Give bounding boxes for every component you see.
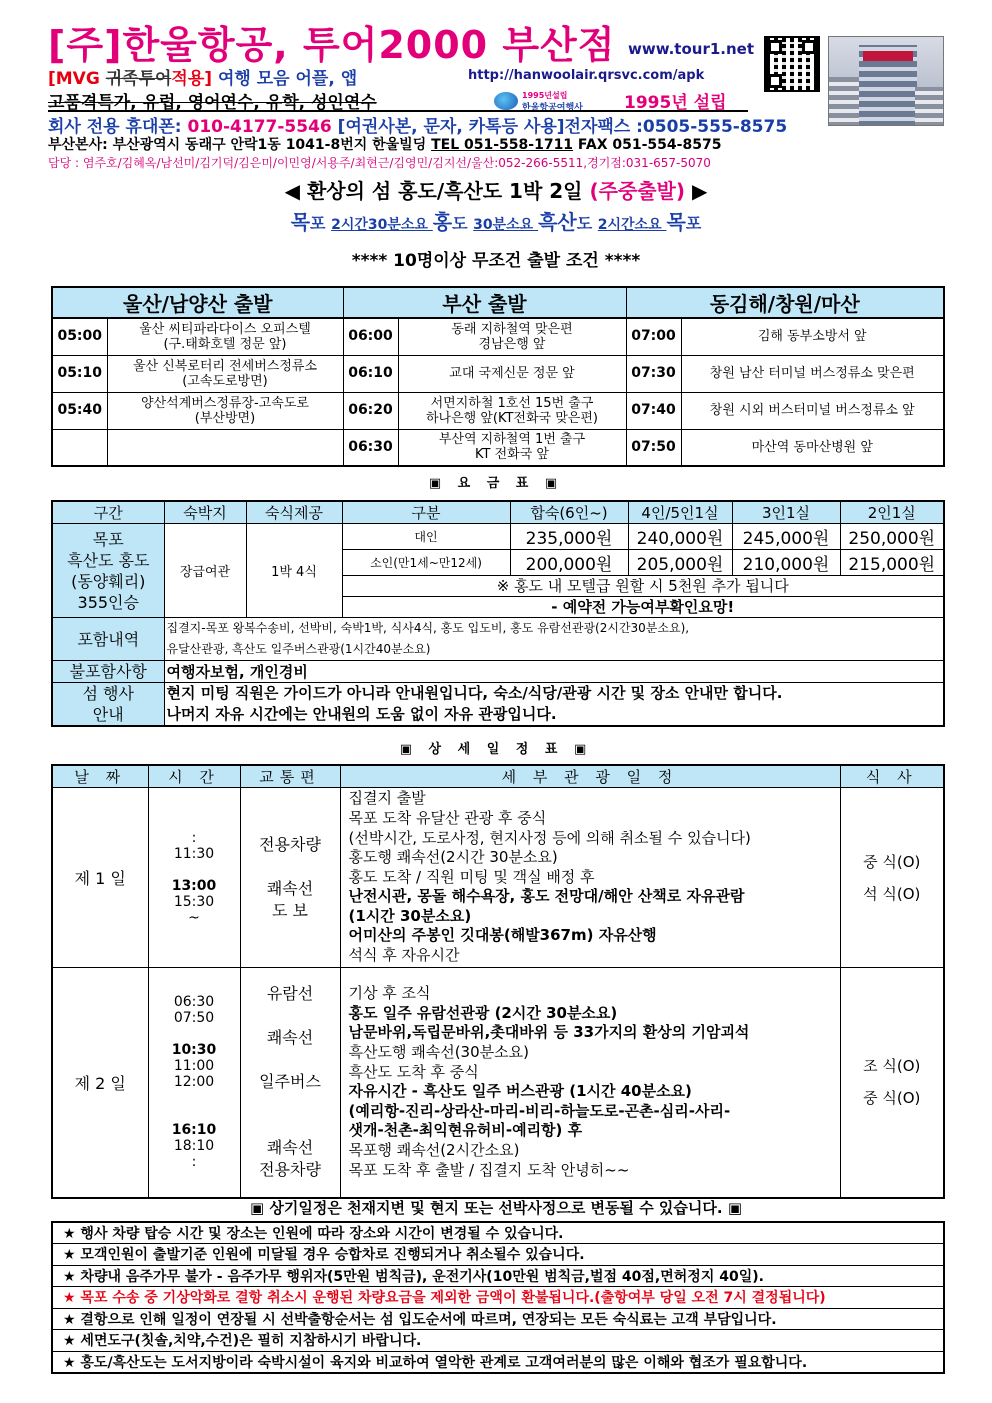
departure-place: 창원 시외 버스터미널 버스정류소 앞 bbox=[681, 392, 944, 429]
schedule-transport: 쾌속선 bbox=[266, 878, 314, 898]
child-price-6p: 200,000원 bbox=[510, 550, 628, 576]
schedule-time: 10:30 bbox=[171, 1042, 217, 1059]
route-place: 홍 bbox=[432, 210, 453, 234]
phone-extra: [여권사본, 문자, 카톡등 사용] bbox=[331, 117, 565, 137]
schedule-time bbox=[149, 1026, 240, 1042]
included-line-1: 집결지-목포 왕복수송비, 선박비, 숙박1박, 식사4식, 홍도 입도비, 홍도 유람선관광(2시간30분소요), bbox=[166, 621, 690, 635]
day2-details bbox=[340, 968, 840, 1198]
schedule-detail-line: 어미산의 주봉인 깃대봉(해발367m) 자유산행 bbox=[348, 926, 657, 945]
office-fax: FAX 051-554-8575 bbox=[573, 137, 722, 153]
departure-place: 창원 남산 터미널 버스정류소 맞은편 bbox=[681, 355, 944, 392]
price-header-meals: 숙식제공 bbox=[246, 501, 342, 524]
day1-label: 제 1 일 bbox=[52, 788, 148, 968]
note-text: ★ 홍도/흑산도는 도서지방이라 숙박시설이 육지와 비교하여 열악한 관계로 고객여러분의 많은 이해와 협조가 필요합니다. bbox=[52, 1351, 944, 1373]
departure-time: 05:10 bbox=[52, 355, 107, 392]
note-row bbox=[52, 1308, 944, 1330]
schedule-detail-line: 홍도 도착 / 직원 미팅 및 객실 배정 후 bbox=[348, 867, 595, 886]
note-row bbox=[52, 1287, 944, 1309]
meal-item: 중 식(O) bbox=[863, 1089, 921, 1108]
departure-time: 07:00 bbox=[626, 318, 681, 355]
note-row bbox=[52, 1330, 944, 1352]
departure-row bbox=[52, 429, 944, 466]
header bbox=[48, 14, 948, 180]
dep-header-ulsan: 울산/남양산 출발 bbox=[52, 287, 343, 318]
price-route-cell: 목포 흑산도 홍도 (동양훼리) 355인승 bbox=[52, 524, 164, 618]
child-price-45p: 205,000원 bbox=[628, 550, 732, 576]
route-place-suffix: 도 bbox=[452, 214, 474, 233]
qr-code-icon[interactable] bbox=[764, 36, 820, 92]
schedule-detail-line: 남문바위,독립문바위,촛대바위 등 33가지의 환상의 기암괴석 bbox=[348, 1023, 750, 1042]
schedule-transport: 전용차량 bbox=[259, 1160, 321, 1180]
departure-place: 교대 국제신문 정문 앞 bbox=[398, 355, 626, 392]
departure-time: 05:40 bbox=[52, 392, 107, 429]
schedule-section-title: ▣ 상 세 일 정 표 ▣ bbox=[399, 742, 593, 757]
excluded-label: 불포함사항 bbox=[52, 661, 164, 683]
day1-transport bbox=[240, 788, 340, 968]
schedule-transport: 유람선 bbox=[266, 984, 314, 1004]
departure-place: 부산역 지하철역 1번 출구 KT 전화국 앞 bbox=[398, 429, 626, 466]
departure-place: 양산석계버스정류장-고속도로 (부산방면) bbox=[107, 392, 343, 429]
price-header-2p: 2인1실 bbox=[840, 501, 944, 524]
route-duration: 2시간30분소요 bbox=[331, 217, 433, 233]
schedule-time: 11:00 bbox=[173, 1058, 215, 1075]
child-price-3p: 210,000원 bbox=[732, 550, 840, 576]
phone-number[interactable]: 010-4177-5546 bbox=[187, 117, 332, 137]
price-note-2: - 예약전 가능여부확인요망! bbox=[342, 597, 944, 618]
price-header-6p: 합숙(6인~) bbox=[510, 501, 628, 524]
schedule-detail-line: 홍도 일주 유람선관광 (2시간 30분소요) bbox=[348, 1003, 618, 1022]
adult-price-2p: 250,000원 bbox=[840, 524, 944, 550]
note-row bbox=[52, 1244, 944, 1266]
guide-label: 섬 행사 안내 bbox=[52, 683, 164, 727]
schedule-transport: 도 보 bbox=[272, 900, 308, 920]
mvg-app-text: 여행 모음 어플, 앱 bbox=[212, 69, 358, 89]
departure-table bbox=[51, 286, 945, 467]
included-line-2: 유달산관광, 흑산도 일주버스관광(1시간40분소요) bbox=[166, 642, 431, 656]
price-header-lodging: 숙박지 bbox=[164, 501, 246, 524]
included-label: 포함내역 bbox=[52, 618, 164, 661]
route-place: 흑산 bbox=[538, 210, 577, 234]
office-prefix: 부산본사: 부산광역시 동래구 안락1동 1041-8번지 한울빌딩 bbox=[48, 137, 432, 153]
schedule-transport bbox=[241, 1005, 340, 1027]
notes-table bbox=[51, 1221, 945, 1374]
price-section-title: ▣ 요 금 표 ▣ bbox=[428, 476, 564, 491]
categories: 고품격특가, 유럽, 영어연수, 유학, 성인연수 bbox=[48, 93, 377, 113]
title-highlight: (주중출발) bbox=[589, 179, 686, 203]
guide-line-1: 현지 미팅 직원은 가이드가 아니라 안내원입니다, 숙소/식당/관광 시간 및 장소 안내만 합니다. bbox=[166, 684, 783, 702]
day1-times bbox=[148, 788, 240, 968]
title-prefix: ◀ 환상의 섬 홍도/흑산도 1박 2일 bbox=[284, 179, 590, 203]
schedule-time: 13:00 bbox=[171, 877, 217, 894]
departure-time: 06:00 bbox=[343, 318, 398, 355]
schedule-detail-line: 목포행 쾌속선(2시간소요) bbox=[348, 1141, 520, 1160]
route-line bbox=[0, 206, 992, 235]
departure-time: 05:00 bbox=[52, 318, 107, 355]
meal-item: 석 식(O) bbox=[863, 884, 921, 903]
logo-name: 한울항공여행사 bbox=[522, 103, 583, 113]
tour-title bbox=[0, 175, 992, 204]
dep-header-gimhae: 동김해/창원/마산 bbox=[626, 287, 944, 318]
note-text: ★ 목포 수송 중 기상악화로 결항 취소시 운행된 차량요금을 제외한 금액이 환불됩니다.(출항여부 당일 오전 7시 결정됩니다) bbox=[52, 1287, 944, 1309]
schedule-time: 06:30 bbox=[173, 994, 215, 1011]
schedule-transport: 전용차량 bbox=[259, 834, 321, 854]
departure-place: 동래 지하철역 맞은편 경남은행 앞 bbox=[398, 318, 626, 355]
departure-time bbox=[52, 429, 107, 466]
price-note-1: ※ 홍도 내 모텔급 원할 시 5천원 추가 됩니다 bbox=[342, 576, 944, 597]
price-header-type: 구분 bbox=[342, 501, 510, 524]
schedule-time: 07:50 bbox=[173, 1010, 215, 1027]
building-photo bbox=[828, 36, 944, 126]
route-place-suffix: 도 bbox=[576, 214, 598, 233]
sched-header-meal: 식 사 bbox=[840, 765, 944, 788]
route-place-suffix: 포 bbox=[685, 214, 702, 233]
price-header-route: 구간 bbox=[52, 501, 164, 524]
schedule-detail-line: 흑산도행 쾌속선(30분소요) bbox=[348, 1043, 529, 1062]
price-table bbox=[51, 500, 945, 727]
route-duration: 30분소요 bbox=[473, 217, 539, 233]
guide-line-2: 나머지 자유 시간에는 안내원의 도움 없이 자유 관광입니다. bbox=[166, 705, 557, 723]
established: 1995년 설립 bbox=[624, 93, 727, 113]
lodging-cell: 장급여관 bbox=[164, 524, 246, 618]
schedule-detail-line: 기상 후 조식 bbox=[348, 984, 431, 1003]
schedule-detail-line: (선박시간, 도로사정, 현지사정 등에 의해 취소될 수 있습니다) bbox=[348, 828, 751, 847]
child-label: 소인(만1세~만12세) bbox=[342, 550, 510, 576]
schedule-time: : bbox=[191, 829, 197, 846]
route-duration: 2시간소요 bbox=[597, 217, 667, 233]
website-link[interactable]: www.tour1.net bbox=[628, 40, 755, 58]
schedule-detail-line: (예리항-진리-상라산-마리-비리-하늘도로-곤촌-심리-사리- bbox=[348, 1101, 731, 1120]
guide-content bbox=[164, 683, 944, 727]
meal-item: 중 식(O) bbox=[863, 852, 921, 871]
departure-time: 07:50 bbox=[626, 429, 681, 466]
schedule-detail-line: 홍도행 쾌속선(2시간 30분소요) bbox=[348, 848, 558, 867]
meal-item: 조 식(O) bbox=[863, 1057, 921, 1076]
departure-row bbox=[52, 318, 944, 355]
schedule-time: 12:00 bbox=[173, 1074, 215, 1091]
adult-price-45p: 240,000원 bbox=[628, 524, 732, 550]
departure-time: 06:10 bbox=[343, 355, 398, 392]
child-price-2p: 215,000원 bbox=[840, 550, 944, 576]
schedule-transport bbox=[241, 1049, 340, 1071]
departure-condition: **** 10명이상 무조건 출발 조건 **** bbox=[351, 251, 641, 271]
departure-place: 김해 동부소방서 앞 bbox=[681, 318, 944, 355]
office-address bbox=[48, 134, 721, 154]
departure-place bbox=[107, 429, 343, 466]
title-suffix: ▶ bbox=[685, 179, 708, 203]
dep-header-busan: 부산 출발 bbox=[343, 287, 626, 318]
day2-transport bbox=[240, 968, 340, 1198]
schedule-transport bbox=[241, 1115, 340, 1137]
route-place: 목 bbox=[290, 210, 311, 234]
note-text: ★ 결항으로 인해 일정이 연장될 시 선박출항순서는 섬 입도순서에 따르며, 연장되는 모든 숙식료는 고객 부담입니다. bbox=[52, 1308, 944, 1330]
day2-label: 제 2 일 bbox=[52, 968, 148, 1198]
note-text: ★ 차량내 음주가무 불가 - 음주가무 행위자(5만원 범칙금), 운전기사(10만원 범칙금,벌점 40점,면허정지 40일). bbox=[52, 1265, 944, 1287]
schedule-detail-line: 집결지 출발 bbox=[348, 789, 426, 808]
note-row bbox=[52, 1351, 944, 1373]
schedule-time: 11:30 bbox=[173, 845, 215, 862]
schedule-time: 15:30 bbox=[173, 893, 215, 910]
hanwool-logo-icon bbox=[494, 90, 614, 112]
departure-place: 울산 신복로터리 전세버스정류소 (고속도로방면) bbox=[107, 355, 343, 392]
schedule-transport: 쾌속선 bbox=[266, 1138, 314, 1158]
schedule-time: 16:10 bbox=[171, 1122, 217, 1139]
office-tel[interactable]: TEL 051-558-1711 bbox=[431, 137, 574, 153]
sched-header-date: 날 짜 bbox=[52, 765, 148, 788]
departure-time: 07:40 bbox=[626, 392, 681, 429]
schedule-transport bbox=[241, 1093, 340, 1115]
sched-header-time: 시 간 bbox=[148, 765, 240, 788]
schedule-time bbox=[149, 1090, 240, 1106]
schedule-time: : bbox=[191, 1154, 197, 1171]
departure-place: 서면지하철 1호선 15번 출구 하나은행 앞(KT전화국 맞은편) bbox=[398, 392, 626, 429]
adult-price-6p: 235,000원 bbox=[510, 524, 628, 550]
mvg-applied: 적용] bbox=[171, 69, 213, 89]
sched-header-transport: 교통편 bbox=[240, 765, 340, 788]
day1-meals bbox=[840, 788, 944, 968]
schedule-change-notice: ▣ 상기일정은 천재지변 및 현지 또는 선박사정으로 변동될 수 있습니다. ▣ bbox=[250, 1199, 742, 1217]
departure-time: 06:20 bbox=[343, 392, 398, 429]
note-text: ★ 세면도구(칫솔,치약,수건)은 필히 지참하시기 바랍니다. bbox=[52, 1330, 944, 1352]
schedule-detail-line: 흑산도 도착 후 중식 bbox=[348, 1062, 479, 1081]
schedule-transport bbox=[241, 856, 340, 878]
schedule-time bbox=[149, 1106, 240, 1122]
route-place-suffix: 포 bbox=[310, 214, 332, 233]
departure-time: 06:30 bbox=[343, 429, 398, 466]
included-content bbox=[164, 618, 944, 661]
sched-header-detail: 세 부 관 광 일 정 bbox=[340, 765, 840, 788]
departure-row bbox=[52, 355, 944, 392]
schedule-detail-line: 샛개-천촌-최익현유허비-예리항) 후 bbox=[348, 1121, 583, 1140]
schedule-detail-line: 자유시간 - 흑산도 일주 버스관광 (1시간 40분소요) bbox=[348, 1082, 692, 1101]
mvg-line bbox=[48, 64, 357, 89]
schedule-time: 18:10 bbox=[173, 1138, 215, 1155]
mvg-label: [MVG bbox=[48, 69, 106, 89]
adult-price-3p: 245,000원 bbox=[732, 524, 840, 550]
route-place: 목 bbox=[666, 210, 686, 234]
note-row bbox=[52, 1222, 944, 1244]
efax: 전자팩스 :0505-555-8575 bbox=[564, 117, 788, 137]
mvg-strike-text: 귀족투어 bbox=[105, 69, 172, 89]
departure-time: 07:30 bbox=[626, 355, 681, 392]
apk-link[interactable]: http://hanwoolair.qrsvc.com/apk bbox=[468, 68, 705, 83]
schedule-time: ~ bbox=[188, 909, 200, 926]
schedule-transport: 일주버스 bbox=[259, 1072, 321, 1092]
phone-label: 회사 전용 휴대폰: bbox=[48, 117, 188, 137]
schedule-time bbox=[149, 862, 240, 878]
day2-meals bbox=[840, 968, 944, 1198]
price-header-45p: 4인/5인1실 bbox=[628, 501, 732, 524]
note-text: ★ 행사 차량 탑승 시간 및 장소는 인원에 따라 장소와 시간이 변경될 수 있습니다. bbox=[52, 1222, 944, 1244]
note-text: ★ 모객인원이 출발기준 인원에 미달될 경우 승합차로 진행되거나 취소될수 있습니다. bbox=[52, 1244, 944, 1266]
note-row bbox=[52, 1265, 944, 1287]
schedule-detail-line: 석식 후 자유시간 bbox=[348, 946, 460, 965]
departure-place: 울산 씨티파라다이스 오피스텔 (구.태화호텔 정문 앞) bbox=[107, 318, 343, 355]
schedule-detail-line: 목포 도착 후 출발 / 집결지 도착 안녕히~~ bbox=[348, 1160, 630, 1179]
schedule-table bbox=[51, 764, 945, 1199]
day2-times bbox=[148, 968, 240, 1198]
day1-details bbox=[340, 788, 840, 968]
staff-list: 담당 : 염주호/김혜옥/남선미/김기덕/김은미/이민영/서용주/최현근/김영민/김지선/울산:052-266-5511,경기점:031-657-5070 bbox=[48, 156, 711, 170]
schedule-transport: 쾌속선 bbox=[266, 1028, 314, 1048]
schedule-detail-line: (1시간 30분소요) bbox=[348, 906, 472, 925]
company-name: [주]한울항공, 투어2000 부산점 bbox=[48, 23, 616, 67]
schedule-detail-line: 목포 도착 유달산 관광 후 중식 bbox=[348, 808, 547, 827]
logo-year: 1995년설립 bbox=[522, 91, 568, 100]
excluded-content: 여행자보험, 개인경비 bbox=[164, 661, 944, 683]
meals-cell: 1박 4식 bbox=[246, 524, 342, 618]
adult-label: 대인 bbox=[342, 524, 510, 550]
departure-row bbox=[52, 392, 944, 429]
price-header-3p: 3인1실 bbox=[732, 501, 840, 524]
departure-place: 마산역 동마산병원 앞 bbox=[681, 429, 944, 466]
schedule-detail-line: 난전시관, 몽돌 해수욕장, 홍도 전망대/해안 산책로 자유관람 bbox=[348, 887, 745, 906]
